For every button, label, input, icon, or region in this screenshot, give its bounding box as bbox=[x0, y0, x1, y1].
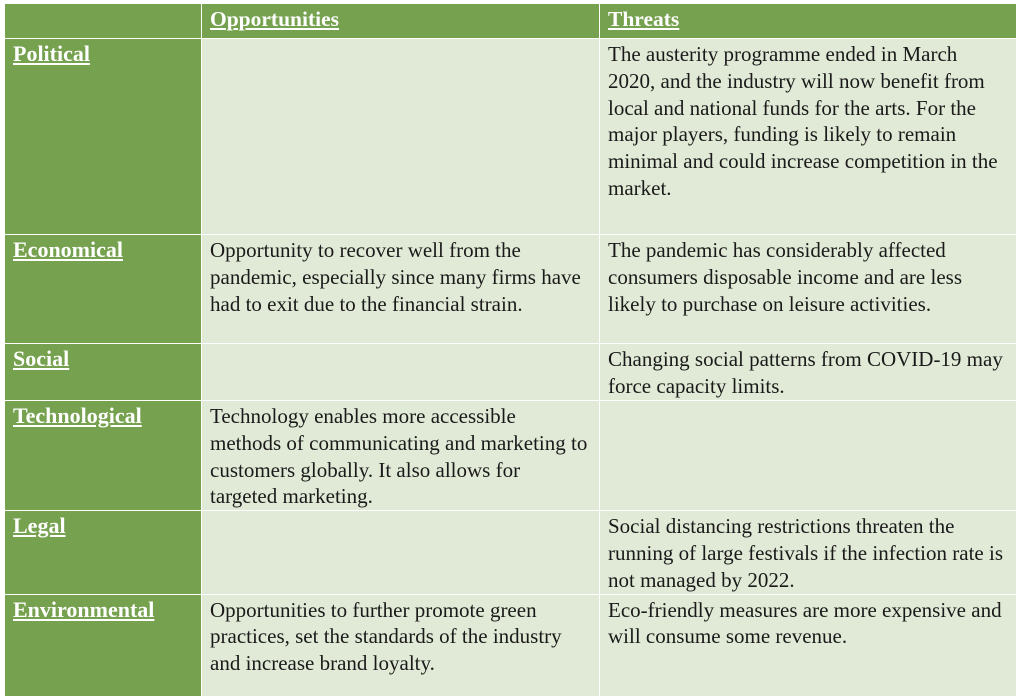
threats-cell-legal: Social distancing restrictions threaten the running of large festivals if the infection rate is not managed by 2022. bbox=[600, 511, 1017, 594]
table-row-environmental bbox=[5, 594, 1017, 696]
row-label-social: Social bbox=[13, 346, 70, 371]
header-corner-cell bbox=[5, 4, 202, 39]
threats-cell-technological bbox=[600, 401, 1017, 511]
row-header-cell bbox=[5, 594, 202, 696]
threats-cell-economical: The pandemic has considerably affected consumers disposable income and are less likely to purchase on leisure activities. bbox=[600, 235, 1017, 344]
row-header-cell bbox=[5, 235, 202, 344]
row-header-cell bbox=[5, 401, 202, 511]
header-row bbox=[5, 4, 1017, 39]
opportunities-cell-technological: Technology enables more accessible methods of communicating and marketing to customers globally. It also allows for targeted marketing. bbox=[202, 401, 600, 511]
swot-table bbox=[4, 3, 1017, 697]
opportunities-cell-economical: Opportunity to recover well from the pandemic, especially since many firms have had to exit due to the financial strain. bbox=[202, 235, 600, 344]
row-label-environmental: Environmental bbox=[13, 596, 155, 622]
row-header-cell bbox=[5, 344, 202, 401]
opportunities-cell-political bbox=[202, 39, 600, 235]
row-label-political: Political bbox=[13, 41, 90, 66]
row-label-economical: Economical bbox=[13, 237, 123, 262]
table-row-political bbox=[5, 39, 1017, 235]
table-row-legal bbox=[5, 511, 1017, 594]
row-header-cell bbox=[5, 39, 202, 235]
header-threats-cell bbox=[600, 4, 1017, 39]
threats-cell-environmental: Eco-friendly measures are more expensive and will consume some revenue. bbox=[600, 594, 1017, 696]
row-label-legal: Legal bbox=[13, 513, 66, 539]
table-row-technological bbox=[5, 401, 1017, 511]
row-header-cell bbox=[5, 511, 202, 594]
opportunities-cell-social bbox=[202, 344, 600, 401]
header-threats-label: Threats bbox=[608, 7, 680, 31]
threats-cell-social: Changing social patterns from COVID-19 may force capacity limits. bbox=[600, 344, 1017, 401]
header-opportunities-cell bbox=[202, 4, 600, 39]
header-opportunities-label: Opportunities bbox=[210, 7, 340, 31]
swot-table-container bbox=[4, 3, 1016, 691]
table-row-social bbox=[5, 344, 1017, 401]
table-row-economical bbox=[5, 235, 1017, 344]
row-label-technological: Technological bbox=[13, 403, 142, 428]
opportunities-cell-legal bbox=[202, 511, 600, 594]
opportunities-cell-environmental: Opportunities to further promote green practices, set the standards of the industry and increase brand loyalty. bbox=[202, 594, 600, 696]
threats-cell-political: The austerity programme ended in March 2020, and the industry will now benefit from local and national funds for the arts. For the major players, funding is likely to remain minimal and could increase competition in the market. bbox=[600, 39, 1017, 235]
